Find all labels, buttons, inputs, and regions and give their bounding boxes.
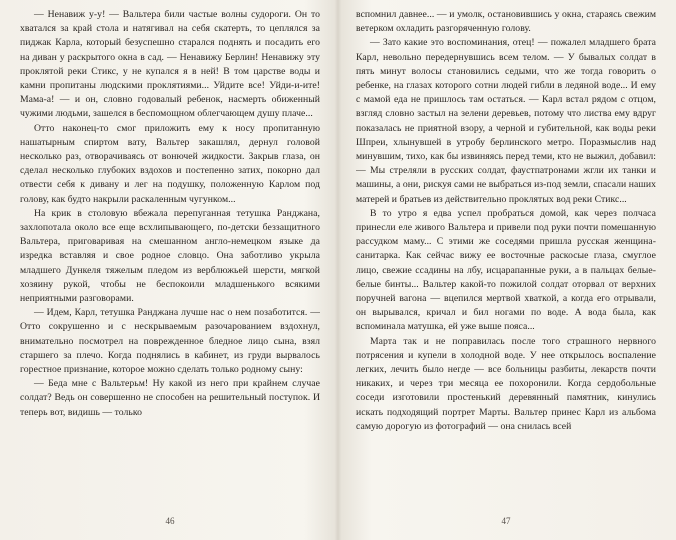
paragraph: Марта так и не поправилась после того страшного нервного потрясения и купели в холодной воде. У нее открылось воспаление легких, лечить было негде — все больницы разбиты, лекарств почти никаких, и через три месяца ее похоронили. Когда сердобольные соседи изготовили простенький деревянный памятник, кинулись искать подходящий портрет Марты. Вальтер принес Карл из альбома самую дорогую из фотографий — она снилась всей xyxy=(356,335,656,432)
paragraph: В то утро я едва успел пробраться домой, как через полчаса принесли еле живого Вальтера и привели под руки почти помешанную рассудком маму... С этими же соседями пришла русская женщина-санитарка. Как сейчас вижу ее восточные раскосые глаза, смуглое лицо, свежие ссадины на лбу, исцарапанные руки, а в пальцах белые-белые бинты... Вальтер какой-то пожилой солдат оторвал от верхних поручней вагона — вцепился мертвой хваткой, а когда его отрывали, он вырывался, кричал и бил ногами по воде. А вода была, как вспоминала матушка, ей уже выше пояса... xyxy=(356,207,656,333)
paragraph: Отто наконец-то смог приложить ему к носу пропитанную нашатырным спиртом вату, Вальтер закашлял, дернул головой несколько раз, отворачиваясь от вонючей жидкости. Закрыв глаза, он сделал несколько глубоких вздохов и постепенно затих, покорно дал отвести себя к дивану и лег на подушку, положенную Карлом под голову, как будто накрыли раскаленным чугунком... xyxy=(20,122,320,205)
left-page xyxy=(20,8,320,532)
paragraph: — Ненавиж у-у! — Вальтера били частые волны судороги. Он то хватался за край стола и натягивал на себя скатерть, то цеплялся за пиджак Карла, который безуспешно старался поднять и посадить его на диван у раскрытого окна в сад. — Ненавижу Берлин! Ненавижу эту проклятой реки Стикс, у не купался я в ней! В том царстве воды и камни пропитаны людскими проклятиями... Уйдите все! Уйди-и-ите! Мама-а! — и он, словно годовалый ребенок, насмерть обиженный чужими людьми, зашелся в беспомощном облегчающем душу плаче... xyxy=(20,9,320,120)
right-page xyxy=(356,8,656,532)
paragraph: — Идем, Карл, тетушка Ранджана лучше нас о нем позаботится. — Отто сокрушенно и с нескрываемым разочарованием вздохнул, внимательно посмотрел на поврежденное бледное лицо сына, взял старшего за плечо. Когда поднялись в кабинет, из груди вырвалось горестное признание, которое можно сделать только родному сыну: xyxy=(20,307,320,376)
right-page-text xyxy=(356,8,656,434)
paragraph-continuation: вспомнил давнее... — и умолк, остановившись у окна, стараясь свежим ветерком охладить разгоряченную голову. xyxy=(356,9,656,35)
page-number: 46 xyxy=(165,516,175,526)
paragraph: На крик в столовую вбежала перепуганная тетушка Ранджана, захлопотала около все еще всхлипывающего, по-детски беззащитного Вальтера, приговаривая на смешанном англо-немецком языке да изредка вставляя и свое родное словцо. Она заботливо укрыла младшего Дункеля тяжелым пледом из верблюжьей шерсти, мягкой хозяину рукой, чтобы не беспокоили младшенького всякими неприятными разговорами. xyxy=(20,207,320,305)
paragraph: — Беда мне с Вальтерьм! Ну какой из него при крайнем случае солдат? Ведь он совершенно не способен на решительный поступок. И теперь вот, видишь — только xyxy=(20,378,320,418)
left-page-text xyxy=(20,8,320,420)
paragraph: — Зато какие это воспоминания, отец! — пожалел младшего брата Карл, невольно передернувшись всем телом. — У бывалых солдат в пять минут волосы становились седыми, что же тогда говорить о ребенке, на глазах которого сотни людей гибли в ледяной воде... И ему с мамой еда не пришлось там остаться. — Карл встал рядом с отцом, взгляд словно застыл на зелени деревьев, потому что листва ему вдруг показалась не приятной взору, а черной и губительной, как воды реки Шпреи, хлынувшей в утробу берлинского метро. Поразмыслив над минувшим, тихо, как бы извиняясь перед теми, кто не выжил, добавил: — Мы стреляли в русских солдат, фаустпатронами жгли их танки и машины, а они, рискуя сами не выбраться из-под земли, спасали наших матерей и братьев из действительно проклятых вод реки Стикс... xyxy=(356,37,656,205)
page-number: 47 xyxy=(501,516,511,526)
